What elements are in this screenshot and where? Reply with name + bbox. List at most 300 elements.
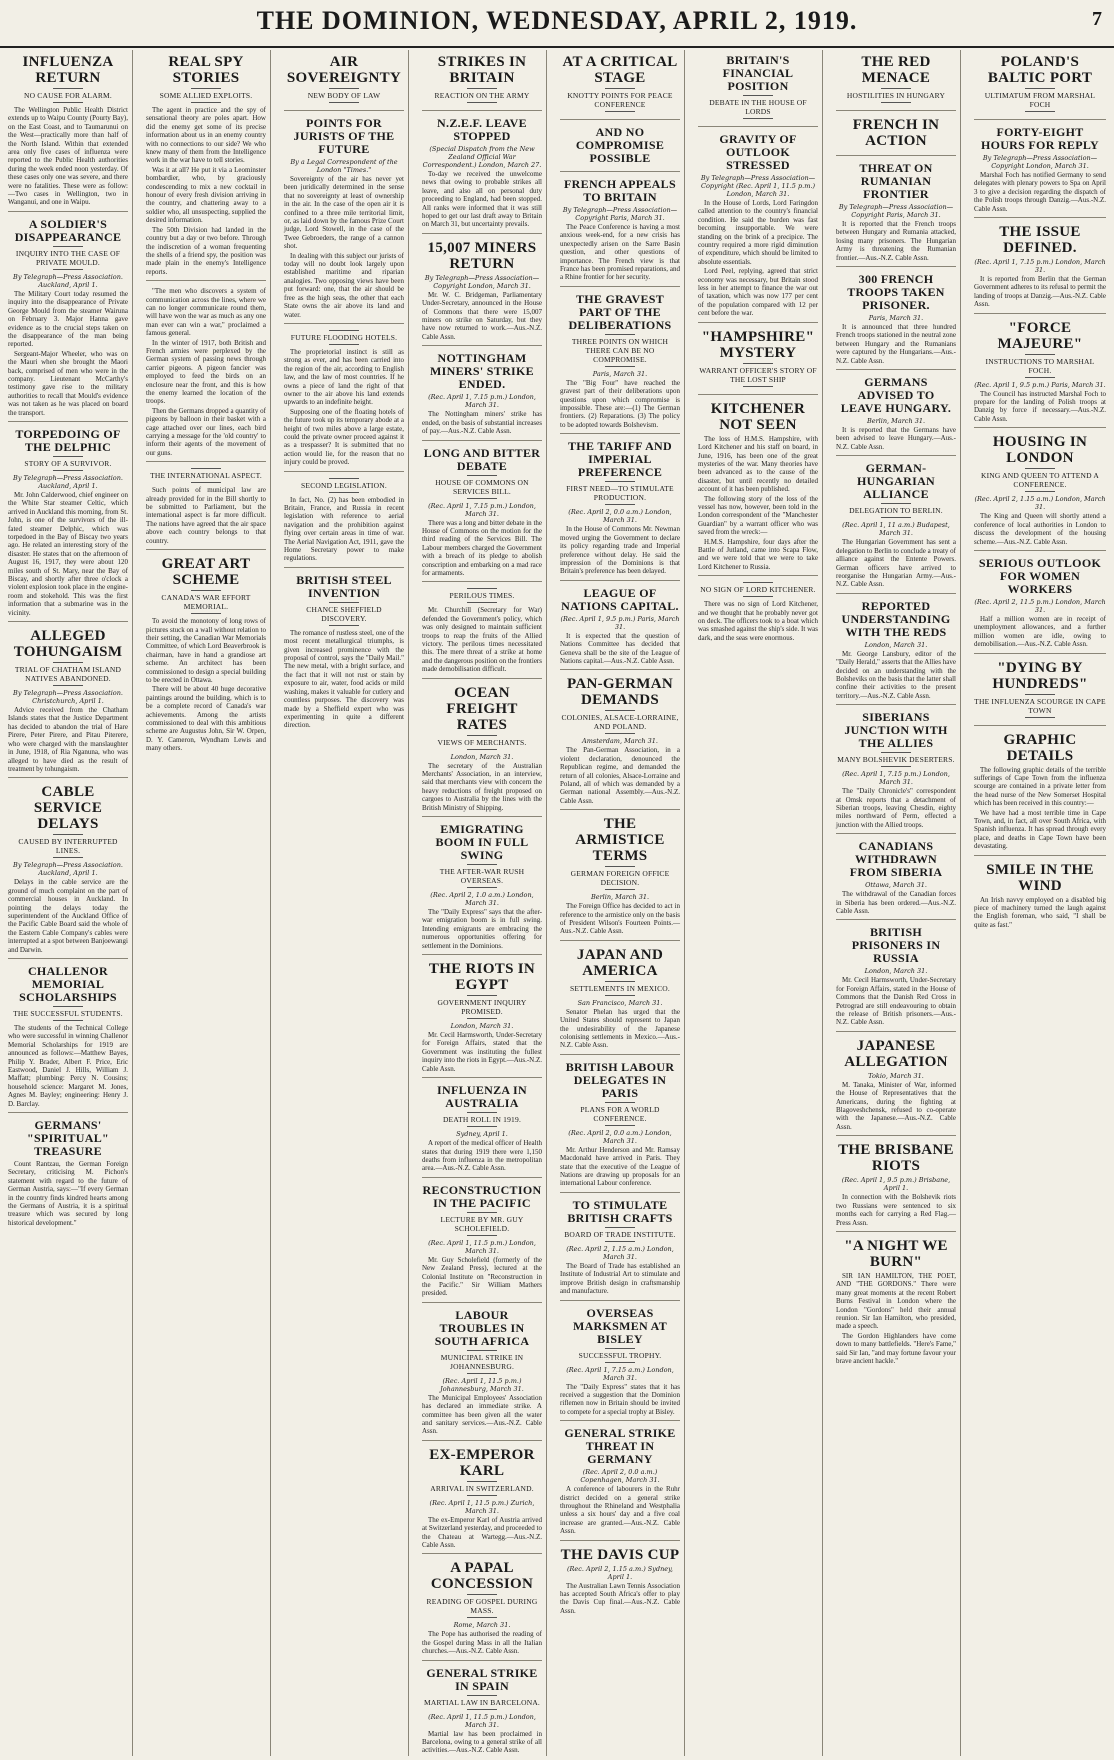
article-headline: THE TARIFF AND IMPERIAL PREFERENCE [568, 439, 672, 480]
article [422, 1667, 542, 1756]
article-dateline: (Rec. April 1, 11.5 p.m.) Johannesburg, March 31. [440, 1376, 524, 1393]
article-dateline: By Telegraph—Press Association. Auckland, April 1. [13, 861, 123, 878]
subheadline-text: KNOTTY POINTS FOR PEACE CONFERENCE [567, 91, 673, 109]
article-paragraph: Sergeant-Major Wheeler, who was on the Mauri when she brought the Maori back, comprised of men who were in the company. Lieutenant McCarthy's testimony gave rise to the military authorities to recall that Mould's evidence was not taken as he was placed on board the transport. [8, 349, 128, 417]
article-paragraph: The proprietorial instinct is still as strong as ever, and has been carried into the region of the air, according to English law, and the law of most countries. If he owns a piece of land the right of that owner to the air above his land extends upwards to an indefinite height. [284, 347, 404, 407]
subheadline-text: INQUIRY INTO THE CASE OF PRIVATE MOULD. [15, 248, 121, 267]
subheadline-text: THE AFTER-WAR RUSH OVERSEAS. [439, 867, 525, 886]
article-paragraph: The "Daily Chronicle's" correspondent at Omsk reports that a detachment of Siberian troops, leaving Chesdin, eighty miles northward of Perm, effected a junction with the Allied troops. [836, 787, 956, 829]
article [836, 1038, 956, 1136]
article-headline: FRENCH IN ACTION [852, 117, 940, 149]
article [422, 685, 542, 817]
article-dateline: (Rec. April 2, 1.15 a.m.) London, March 31. [566, 1244, 674, 1261]
article-paragraph: It is reported that the French troops between Hungary and Rumania attacked, losing many prisoners. The Hungarian Army is threatening the Rumanian frontier.—Aus.-N.Z. Cable Assn. [836, 220, 956, 262]
article-paragraph: The Gordon Highlanders have come down to many battlefields. "Here's Fame," said Sir Ian, "and may fortune favour your brave ancient hackle." [836, 1331, 956, 1365]
article-headline: REAL SPY STORIES [168, 54, 244, 86]
article-paragraph: The loss of H.M.S. Hampshire, with Lord Kitchener and his staff on board, in June, 1916, has been one of the great mysteries of the war. Many theories have been advanced as to the cause of the disaster, but until recently no detailed account of it has been published. [698, 434, 818, 494]
column-3 [280, 50, 409, 1756]
article-subheadline [8, 456, 128, 471]
article [146, 556, 266, 757]
article-paragraph: In dealing with this subject our jurists of today will no doubt look largely upon established maritime and riparian analogies. Two opposing views have been put forward: one, that the air should be free as the high seas, the other that each State owns the air above its land and water. [284, 251, 404, 319]
article-headline: BRITAIN'S FINANCIAL POSITION [722, 53, 794, 93]
article-dateline: (Rec. April 1, 11.5 p.m.) Zurich, March 31. [429, 1498, 535, 1515]
article [560, 54, 680, 120]
article-paragraph: There was a long and bitter debate in the House of Commons on the motion for the third reading of the Services Bill. The Labour members charged the Government with a breach of its pledge to abolish conscription and embarking on a mad race for armaments. [422, 518, 542, 577]
article [422, 447, 542, 583]
article-headline: GENERAL STRIKE IN SPAIN [426, 1665, 538, 1693]
article [974, 434, 1106, 551]
article [974, 732, 1106, 856]
article-subheadline [146, 88, 266, 103]
subheadline-text: NEW BODY OF LAW [307, 91, 381, 100]
article-subheadline [422, 735, 542, 750]
subheadline-text: NO CAUSE FOR ALARM. [24, 91, 112, 100]
article-dateline: (Rec. April 1, 9.5 p.m.) Brisbane, April 1. [841, 1176, 951, 1193]
article [974, 224, 1106, 314]
article-dateline: (Rec. April 2, 0.0 a.m.) London, March 31. [568, 508, 672, 525]
subheadline-text: COLONIES, ALSACE-LORRAINE, AND POLAND. [561, 713, 679, 732]
article-paragraph: The "Daily Express" says that the after-war emigration boom is in full swing. Intending emigrants are embracing the numerous opportunities offering for settlement in the Dominions. [422, 908, 542, 950]
article-dateline: By Telegraph—Press Association. Auckland, April 1. [13, 473, 123, 490]
article-subheadline [284, 88, 404, 103]
article-subheadline [974, 88, 1106, 112]
article [422, 1184, 542, 1303]
article-paragraph: The "Daily Express" states that it has received a suggestion that the Dominion riflemen now in Britain should be invited to compete for a special trophy at Bisley. [560, 1382, 680, 1416]
subheadline-text: INSTRUCTIONS TO MARSHAL FOCH. [985, 356, 1095, 375]
article-subheadline [560, 1102, 680, 1126]
article [422, 961, 542, 1078]
article-paragraph: Marshal Foch has notified Germany to send delegates with plenary powers to Spa on April 3 to give a decision regarding the dispatch of the Polish troops through Danzig.—Aus.-N.Z. Cable Assn. [974, 171, 1106, 213]
article-headline: BRITISH LABOUR DELEGATES IN PARIS [565, 1059, 675, 1100]
article [422, 1309, 542, 1441]
article-paragraph: The students of the Technical College who were successful in winning Challenor Memorial Scholarships for 1919 are announced as follows:—Matthew Bayes, Philip Y. Brader, Albert F. Price, Eric Eastwood, Daniel J. Hills, William J. Maffatt; plumbing: Percy N. Cousins; household science: Margaret M. Jones, Agnes M. Bayley; engineering: Henry J. D. Barclay. [8, 1023, 128, 1108]
article-dateline: (Rec. April 2, 1.15 a.m.) London, March 31. [974, 495, 1106, 512]
subheadline-text: ARRIVAL IN SWITZERLAND. [430, 1483, 534, 1493]
article-subheadline [422, 1481, 542, 1496]
article-subheadline [836, 752, 956, 767]
article-dateline: San Francisco, March 31. [577, 998, 663, 1007]
subheadline-text: FUTURE FLOODING HOTELS. [290, 332, 398, 342]
article-headline: TO STIMULATE BRITISH CRAFTS [567, 1197, 673, 1225]
article-headline: ALLEGED TOHUNGAISM [13, 628, 123, 661]
subheadline-text: MARTIAL LAW IN BARCELONA. [423, 1697, 541, 1707]
article-headline: A PAPAL CONCESSION [430, 1560, 534, 1593]
article-subheadline [8, 662, 128, 686]
article-headline: INFLUENZA RETURN [22, 54, 114, 86]
article-headline: 15,007 MINERS RETURN [427, 239, 537, 272]
article-subheadline [560, 88, 680, 112]
article-subheadline [560, 866, 680, 890]
article-subheadline [422, 88, 542, 103]
article-dateline: (Rec. April 1, 7.15 p.m.) London, March 31. [428, 501, 536, 518]
article-headline: RECONSTRUCTION IN THE PACIFIC [422, 1182, 542, 1210]
article-paragraph: The agent in practice and the spy of sensational theory are poles apart. How did the enemy get some of its precise information about us in an enemy country with no connections to our side? We who knew many of them from the Intelligence work in the war have to tell stories. [146, 106, 266, 165]
article [836, 600, 956, 705]
article [8, 784, 128, 959]
article [974, 126, 1106, 218]
article-subheadline [8, 834, 128, 858]
article-headline: AIR SOVEREIGNTY [286, 54, 402, 86]
article-dateline: By a Legal Correspondent of the London "Times." [290, 158, 398, 174]
article-subheadline [974, 354, 1106, 378]
article-subheadline [422, 1695, 542, 1710]
article-dateline: Amsterdam, March 31. [582, 737, 658, 746]
article [422, 352, 542, 440]
article-paragraph: Sovereignty of the air has never yet been juridically determined in the sense that no sovereignty at least of ownership in the air. In the case of the open air it is confined to a three mile territorial limit, or, as laid down by the famous Prize Court judge, Lord Stowell, in the case of the Twee Gebroeders, the range of a cannon shot. [284, 175, 404, 251]
subheadline-text: GOVERNMENT INQUIRY PROMISED. [437, 998, 527, 1017]
article-paragraph: The withdrawal of the Canadian forces in Siberia has been ordered.—Aus.-N.Z. Cable Assn. [836, 890, 956, 915]
article-paragraph: To avoid the monotony of long rows of pictures stuck on a wall without relation to their setting, the Canadian War Memorials Committee, of which Lord Beaverbrook is chairman, have in hand a grandiose art scheme. An architect has been commissioned to design a special building to be erected in Ottawa. [146, 617, 266, 684]
column-4 [418, 50, 547, 1756]
article [560, 1547, 680, 1620]
article [560, 947, 680, 1055]
article-headline: EMIGRATING BOOM IN FULL SWING [435, 822, 529, 863]
article-headline: NOTTINGHAM MINERS' STRIKE ENDED. [430, 351, 534, 392]
article-headline: POLAND'S BALTIC PORT [987, 54, 1093, 86]
article-dateline: (Rec. April 1, 7.15 p.m.) London, March 31. [428, 393, 536, 410]
article-headline: "A NIGHT WE BURN" [844, 1237, 948, 1270]
subheadline-text: WARRANT OFFICER'S STORY OF THE LOST SHIP [699, 365, 817, 384]
article-headline: GENERAL STRIKE THREAT IN GERMANY [564, 1426, 676, 1467]
article-headline: N.Z.E.F. LEAVE STOPPED [437, 116, 527, 143]
article-paragraph: Lord Peel, replying, agreed that strict economy was necessary, but Britain stood less in her attempt to finance the war out of taxation, which was now 177 per cent of the population compared with 12 per cent before the war. [698, 267, 818, 318]
article-headline: "DYING BY HUNDREDS" [992, 659, 1088, 692]
subheadline-text: PLANS FOR A WORLD CONFERENCE. [580, 1104, 660, 1123]
article-dateline: London, March 31. [450, 752, 514, 761]
article-dateline: (Rec. April 1, 11.5 p.m.) London, March 31. [428, 1238, 536, 1255]
subheadline-text: SETTLEMENTS IN MEXICO. [569, 983, 671, 993]
subheadline-text: HOSTILITIES IN HUNGARY [846, 91, 946, 100]
article [974, 557, 1106, 654]
article-headline: AND NO COMPROMISE POSSIBLE [575, 125, 665, 165]
article [836, 273, 956, 370]
subheadline-text: FIRST NEED—TO STIMULATE PRODUCTION. [566, 484, 674, 503]
subheadline-text: CAUSED BY INTERRUPTED LINES. [18, 837, 118, 856]
article-paragraph: Mr. Churchill (Secretary for War) defended the Government's policy, which was only designed to maintain sufficient troops to reap the fruits of the Allied victory. The perilous times necessitated this. The mere threat of a strike at home and the dangerous position on the frontiers made demobilisation difficult. [422, 606, 542, 674]
article [974, 320, 1106, 429]
article-dateline: By Telegraph—Press Association—Copyright London, March 31. [424, 273, 540, 290]
article-subheadline [146, 468, 266, 483]
article-headline: "FORCE MAJEURE" [997, 319, 1083, 352]
article-subheadline [422, 1350, 542, 1374]
article-paragraph: Then the Germans dropped a quantity of pigeons by balloon in their basket with a cage attached over our lines, each bird carrying a message for the 'old country' to inform their agents of the movement of our guns. [146, 406, 266, 457]
subheadline-text: THE INFLUENZA SCOURGE IN CAPE TOWN [974, 696, 1106, 715]
article-paragraph: It is reported that the Germans have been advised to leave Hungary.—Aus.-N.Z. Cable Assn. [836, 426, 956, 451]
article-headline: THE RED MENACE [861, 54, 931, 86]
article-dateline: (Rec. April 2, 1.15 a.m.) Sydney, April 1. [566, 1564, 673, 1581]
article-paragraph: The Nottingham miners' strike has ended, on the basis of substantial increases of pay.—Aus.-N.Z. Cable Assn. [422, 410, 542, 436]
article [146, 468, 266, 550]
article-paragraph: The following story of the loss of the vessel has now, however, been told in the London correspondent of the "Manchester Guardian" by a warrant officer who was saved from the wreck:— [698, 494, 818, 537]
article [422, 1447, 542, 1555]
article-paragraph: Delays in the cable service are the ground of much complaint on the part of commercial houses in Auckland. In pointing the delays today the superintendent of the Auckland Office of the Pacific Cable Board said the whole of the Eastern Cable Company's cables were interrupted at a spot between Banjoewangi and Darwin. [8, 878, 128, 954]
article [284, 54, 404, 111]
article-headline: TORPEDOING OF THE DELPHIC [15, 426, 121, 454]
article-subheadline [8, 246, 128, 270]
article-paragraph: Supposing one of the floating hotels of the future took up its temporary abode at a height of two miles above a large estate, could the private owner proceed against it as a trespasser? It is submitted that no action would lie, for the reason that no injury could be proved. [284, 407, 404, 467]
subheadline-text: THE INTERNATIONAL ASPECT. [150, 471, 262, 481]
article-dateline: (Special Dispatch from the New Zealand Official War Correspondent.) London, March 27. [422, 145, 542, 169]
article-dateline: Tokio, March 31. [868, 1071, 924, 1080]
article-headline: THE RIOTS IN EGYPT [428, 961, 536, 994]
article-headline: STRIKES IN BRITAIN [437, 54, 527, 86]
subheadline-text: DEBATE IN THE HOUSE OF LORDS [709, 98, 807, 116]
article-headline: LONG AND BITTER DEBATE [423, 445, 541, 473]
article-dateline: (Rec. April 2, 11.5 p.m.) London, March 31. [974, 597, 1106, 614]
article [560, 293, 680, 434]
article [698, 329, 818, 395]
article-paragraph: We have had a most terrible time in Cape Town, and, in fact, all over South Africa, with Spanish influenza. It has spread through every place, and deaths in Cape Town have been devastating. [974, 808, 1106, 851]
article-paragraph: H.M.S. Hampshire, four days after the Battle of Jutland, came into Scapa Flow, and we were told that we were to take Lord Kitchener to Russia. [698, 537, 818, 571]
subheadline-text: ULTIMATUM FROM MARSHAL FOCH [984, 91, 1096, 109]
article-headline: THE BRISBANE RIOTS [838, 1142, 954, 1175]
column-8 [970, 50, 1110, 1756]
article-headline: GERMAN-HUNGARIAN ALLIANCE [856, 461, 936, 502]
article-paragraph: Mr. George Lansbury, editor of the "Daily Herald," asserts that the Allies have decided on an understanding with the Bolsheviks on the basis that the latter shall confine their activities to the present territory.—Aus.-N.Z. Cable Assn. [836, 649, 956, 700]
subheadline-text: CANADA'S WAR EFFORT MEMORIAL. [161, 593, 251, 612]
article [836, 462, 956, 593]
article-paragraph: The Foreign Office has decided to act in reference to the armistice only on the basis of President Wilson's Fourteen Points.—Aus.-N.Z. Cable Assn. [560, 902, 680, 936]
article-paragraph: "The men who discovers a system of communication across the lines, where we can no longer communicate round them, will have won the war as much as any one man ever can win a war," proclaimed a famous general. [146, 287, 266, 338]
article-headline: FORTY-EIGHT HOURS FOR REPLY [980, 125, 1100, 152]
article [8, 54, 128, 212]
article-headline: INFLUENZA IN AUSTRALIA [437, 1083, 527, 1111]
article-paragraph: SIR IAN HAMILTON, THE POET, AND "THE GORDONS." There were many great moments at the recent Robert Burns Festival in London where the London "Gordons" held their annual reunion. Sir Ian Hamilton, who presided, made a speech. [836, 1271, 956, 1331]
subheadline-text: STORY OF A SURVIVOR. [24, 458, 112, 468]
article [284, 574, 404, 734]
article-paragraph: The Military Court today resumed the inquiry into the disappearance of Private George Mould from the steamer Wairuna on February 3. Major Hanna gave evidence as to the crucial steps taken on the disappearance of the man being reported. [8, 289, 128, 349]
article [8, 628, 128, 778]
article [836, 117, 956, 156]
masthead [0, 0, 1114, 48]
article-paragraph: It is announced that three hundred French troops stationed in the neutral zone between Hungary and the Rumanians were captured by the Hungarians.—Aus.-N.Z. Cable Assn. [836, 323, 956, 365]
article-paragraph: The King and Queen will shortly attend a conference of local authorities in London to discuss the development of the housing scheme.—Aus.-N.Z. Cable Assn. [974, 512, 1106, 546]
article-subheadline [836, 88, 956, 103]
article-paragraph: The Wellington Public Health District extends up to Waipu County (Pourty Bay), on the East Coast, and to Taumarunui on the West—practically more than half of the North Island. Within that extended area only five cases of influenza were reported to the Public Health authorities during the week ended noon yesterday. Of these cases only one was severe, and there were no fatalities. These were as follow:—Two cases in Wellington, two in Wanganui, and one in Waipu. [8, 106, 128, 207]
newspaper-columns [4, 50, 1110, 1756]
article [422, 1084, 542, 1178]
article [560, 676, 680, 810]
article [146, 54, 266, 281]
article-paragraph: Mr. Guy Scholefield (formerly of the New Zealand Press), lectured at the Colonial Institute on "Reconstruction in the Pacific." Sir William Mathers presided. [422, 1255, 542, 1298]
article-headline: GERMANS' "SPIRITUAL" TREASURE [27, 1118, 109, 1159]
article-headline: AT A CRITICAL STAGE [562, 54, 678, 86]
article-paragraph: The secretary of the Australian Merchants' Association, in an interview, said that merchants view with concern the heavy reductions of freight proposed on cargoes to Australia by the lines with the British Ministry of Shipping. [422, 761, 542, 812]
article [8, 428, 128, 622]
article-dateline: By Telegraph—Press Association—Copyright (Rec. April 1, 11.5 p.m.) London, March 31. [700, 174, 816, 198]
article [560, 1307, 680, 1422]
article-headline: SIBERIANS JUNCTION WITH THE ALLIES [844, 710, 948, 751]
subheadline-text: PERILOUS TIMES. [449, 591, 515, 601]
article-headline: BRITISH PRISONERS IN RUSSIA [851, 925, 941, 966]
subheadline-text: DEATH ROLL IN 1919. [442, 1115, 522, 1125]
article-headline: THE ARMISTICE TERMS [575, 816, 665, 865]
subheadline-text: THREE POINTS ON WHICH THERE CAN BE NO COMPROMISE. [571, 336, 669, 364]
article-headline: BRITISH STEEL INVENTION [296, 572, 392, 600]
article-subheadline [560, 710, 680, 734]
article [8, 965, 128, 1113]
article-headline: THREAT ON RUMANIAN FRONTIER [859, 161, 933, 201]
article-dateline: (Rec. April 1, 7.15 p.m.) London, March 31. [974, 258, 1106, 275]
article-subheadline [284, 478, 404, 493]
article-dateline: London, March 31. [864, 640, 928, 649]
article-headline: LEAGUE OF NATIONS CAPITAL. [561, 585, 679, 613]
subheadline-text: VIEWS OF MERCHANTS. [437, 737, 527, 747]
article-dateline: (Rec. April 2, 1.0 a.m.) London, March 31. [430, 891, 534, 908]
article-subheadline [698, 363, 818, 387]
article-paragraph: To-day we received the unwelcome news that owing to probable strikes all leave, and also all on personal duty proceeding to England, had been stopped. All ranks were informed that it was still hoped to get our last draft away to Britain on March 31, but uncertainty prevails. [422, 170, 542, 229]
article-headline: "HAMPSHIRE" MYSTERY [701, 328, 815, 361]
subheadline-text: BOARD OF TRADE INSTITUTE. [564, 1229, 676, 1239]
article [836, 1238, 956, 1369]
article [974, 660, 1106, 726]
article [422, 823, 542, 955]
article-subheadline [8, 1006, 128, 1021]
subheadline-text: CHANCE SHEFFIELD DISCOVERY. [306, 604, 382, 623]
article-subheadline [974, 694, 1106, 718]
article [836, 162, 956, 267]
subheadline-text: READING OF GOSPEL DURING MASS. [426, 1597, 538, 1616]
article-paragraph: The Pan-German Association, in a violent declaration, denounced the Republican regime, and demanded the return of all colonies, Alsace-Lorraine and Poland, all of which was demanded by a German national Assembly.—Aus.-N.Z. Cable Assn. [560, 746, 680, 805]
article [8, 1119, 128, 1231]
article-subheadline [560, 1348, 680, 1363]
article-paragraph: Mr. W. C. Bridgeman, Parliamentary Under-Secretary, announced in the House of Commons that there were 15,007 miners on strike on Saturday, but they have now returned to work.—Aus.-N.Z. Cable Assn. [422, 290, 542, 341]
subheadline-text: SUCCESSFUL TROPHY. [578, 1350, 662, 1360]
article-paragraph: The Hungarian Government has sent a delegation to Berlin to conclude a treaty of alliance against the Entente Powers. German officers have arrived to reorganise the Hungarian Army.—Aus.-N.Z. Cable Assn. [836, 538, 956, 589]
article-headline: A SOLDIER'S DISAPPEARANCE [14, 216, 122, 244]
article-subheadline [422, 995, 542, 1019]
article-headline: CHALLENOR MEMORIAL SCHOLARSHIPS [19, 963, 117, 1004]
article-headline: EX-EMPEROR KARL [429, 1446, 535, 1479]
article [284, 478, 404, 568]
article [836, 711, 956, 834]
article-headline: HOUSING IN LONDON [992, 434, 1088, 467]
article-paragraph: Senator Phelan has urged that the United States should represent to Japan the undesirability of the Japanese colonising settlements in Mexico.—Aus.-N.Z. Cable Assn. [560, 1007, 680, 1050]
article-subheadline [698, 582, 818, 597]
article [560, 1061, 680, 1193]
article-paragraph: In the House of Lords, Lord Faringdon called attention to the country's financial condition. He said the burden was fast becoming insupportable. We were standing on the brink of a precipice. The country required a more rigid diminution of expenditure, which should be limited to absolute essentials. [698, 199, 818, 266]
article-headline: POINTS FOR JURISTS OF THE FUTURE [293, 116, 395, 156]
article [422, 588, 542, 678]
article [422, 1560, 542, 1660]
subheadline-text: THE SUCCESSFUL STUDENTS. [13, 1008, 123, 1018]
article-dateline: London, March 31. [450, 1022, 514, 1031]
article-paragraph: There was no sign of Lord Kitchener, and we thought that he probably never got on deck. The officers took to a boat which was smashed against the ship's side. It was dark, and the seas were enormous. [698, 600, 818, 642]
column-2 [142, 50, 271, 1756]
subheadline-text: TRIAL OF CHATHAM ISLAND NATIVES ABANDONED. [14, 665, 122, 684]
article-subheadline [422, 1594, 542, 1618]
article-dateline: (Rec. April 1, 9.5 p.m.) Paris, March 31. [974, 380, 1106, 389]
article-dateline: By Telegraph—Press Association. Christchurch, April 1. [13, 689, 123, 706]
column-6 [694, 50, 823, 1756]
article-paragraph: The "Big Four" have reached the gravest part of their deliberations upon questions upon which compromise is impossible. These are:—(1) The German frontiers. (2) Reparations. (3) The policy to be adopted towards Bolshevism. [560, 378, 680, 429]
article-paragraph: Half a million women are in receipt of unemployment allowances, and a further million women are idle, owing to demobilisation.—Aus.-N.Z. Cable Assn. [974, 614, 1106, 649]
subheadline-text: HOUSE OF COMMONS ON SERVICES BILL. [435, 477, 529, 496]
article-headline: THE ISSUE DEFINED. [999, 224, 1081, 257]
article-dateline: (Rec. April 1, 9.5 p.m.) Paris, March 31. [560, 614, 680, 631]
article-dateline: By Telegraph—Press Association—Copyright London, March 31. [982, 154, 1098, 170]
article-paragraph: A report of the medical officer of Health states that during 1919 there were 1,150 deaths from influenza in the metropolitan area.—Aus.-N.Z. Cable Assn. [422, 1139, 542, 1173]
article-subheadline [422, 1212, 542, 1236]
article-dateline: London, March 31. [864, 967, 928, 976]
subheadline-text: MUNICIPAL STRIKE IN JOHANNESBURG. [440, 1352, 524, 1371]
subheadline-text: SECOND LEGISLATION. [301, 480, 387, 490]
article [836, 54, 956, 111]
article-paragraph: The Pope has authorised the reading of the Gospel during Mass in all the Italian churches.—Aus.-N.Z. Cable Assn. [422, 1630, 542, 1656]
article [560, 440, 680, 580]
article-headline: SMILE IN THE WIND [986, 861, 1094, 894]
article-paragraph: The Council has instructed Marshal Foch to prepare for the landing of Polish troops at Danzig by force if necessary.—Aus.-N.Z. Cable Assn. [974, 389, 1106, 423]
article-dateline: Sydney, April 1. [456, 1130, 508, 1139]
article [422, 117, 542, 234]
article [560, 587, 680, 671]
article-dateline: (Rec. April 1, 11 a.m.) Budapest, March 31. [842, 521, 950, 538]
article-paragraph: The 50th Division had landed in the country but a day or two before. Through the indiscretion of a woman frequenting the shells of a friend spy, the position was made plain in the enemy's Intelligence reports. [146, 225, 266, 276]
article-dateline: Paris, March 31. [592, 369, 648, 378]
article-headline: GREAT ART SCHEME [161, 556, 251, 589]
article-subheadline [560, 334, 680, 367]
subheadline-text: SOME ALLIED EXPLOITS. [159, 91, 253, 100]
article-paragraph: An Irish navvy employed on a disabled big piece of machinery turned the laugh against the English foreman, who said, "I shall be quite as fast." [974, 895, 1106, 929]
article-headline: JAPANESE ALLEGATION [844, 1037, 948, 1070]
article-dateline: Rome, March 31. [453, 1621, 511, 1630]
article-paragraph: The romance of rustless steel, one of the most recent metallurgical triumphs, is given increased prominence with the proposal of control, says the "Daily Mail." The new metal, with a bright surface, and the fact that it will not rust or stain by exposure to air, water, food acids or mild washing, makes it valuable for cutlery and countless purposes. The discovery was made by a Sheffield expert who was experimenting in quite a different direction. [284, 628, 404, 730]
article-dateline: Berlin, March 31. [590, 893, 650, 902]
article [974, 54, 1106, 120]
article-subheadline [698, 95, 818, 119]
article-dateline: (Rec. April 1, 11.5 p.m.) London, March 31. [428, 1712, 536, 1729]
article-subheadline [836, 503, 956, 518]
article-paragraph: In connection with the Bolshevik riots two Russians were sentenced to six months each for carrying a Red Flag.—Press Assn. [836, 1193, 956, 1227]
article-paragraph: In fact, No. (2) has been embodied in Britain, France, and Russia in recent legislation with reference to aerial navigation and the prohibition against flying over certain areas in time of war. The Aerial Navigation Act, 1911, gave the Home Secretary power to make regulations. [284, 495, 404, 563]
article [560, 1427, 680, 1540]
page-number: 7 [1092, 8, 1102, 30]
article-headline: OCEAN FREIGHT RATES [446, 684, 518, 733]
article-paragraph: Mr. Cecil Harmsworth, Under-Secretary for Foreign Affairs, stated in the House of Commons that the Danish Red Cross in Petrograd are still endeavouring to obtain the release of British prisoners.—Aus.-N.Z. Cable Assn. [836, 976, 956, 1027]
article-headline: LABOUR TROUBLES IN SOUTH AFRICA [434, 1307, 530, 1348]
article [560, 178, 680, 287]
article-dateline: (Rec. April 1, 7.15 p.m.) London, March 31. [842, 770, 950, 787]
article-paragraph: Mr. John Calderwood, chief engineer on the White Star steamer Celtic, which arrived in Auckland this morning, from St. John, is one of the survivors of the ill-fated steamer Delphic, which was torpedoed in the Bay of Biscay two years ago. He related an interesting story of the disaster. He states that on the afternoon of August 16, 1917, they were about 120 miles south of St. Mary, near the Bay of Biscay, and shortly after three o'clock a violent explosion took place in the engine-room and stokehold. This was the first information that a submarine was in the vicinity. [8, 490, 128, 617]
article-paragraph: It is expected that the question of Nations Committee has decided that Geneva shall be the site of the League of Nations capital.—Aus.-N.Z. Cable Assn. [560, 631, 680, 665]
article-paragraph: Count Rantzau, the German Foreign Secretary, criticising M. Pichon's statement with regard to the future of German Austria, says:—"If every German in the country finds kindred hearts among the Germans of Austria, it is a spiritual treasure which was secured by long historical development." [8, 1160, 128, 1227]
article-dateline: Ottawa, March 31. [865, 881, 927, 890]
article-subheadline [8, 88, 128, 103]
article-headline: GRAPHIC DETAILS [1003, 731, 1077, 764]
article-paragraph: Was it at all? He put it via a Leominster bombardier, who, by graciously condescending to mix a new cocktail in honour of every fresh division arriving in the country, and chattering away to a soldier who, all unsuspecting, supplied the desired information. [146, 165, 266, 225]
article-paragraph: A conference of labourers in the Ruhr district decided on a general strike throughout the Rhineland and Westphalia unless a six hours' day and a five coal increase are granted.—Aus.-N.Z. Cable Assn. [560, 1485, 680, 1536]
article-subheadline [974, 468, 1106, 492]
article-paragraph: M. Tanaka, Minister of War, informed the House of Representatives that the Americans, during the fighting at Blagoveshchensk, refused to co-operate with the Japanese.—Aus.-N.Z. Cable Assn. [836, 1080, 956, 1131]
column-7 [832, 50, 961, 1756]
article-subheadline [146, 590, 266, 614]
subheadline-text: MANY BOLSHEVIK DESERTERS. [837, 755, 955, 765]
article-subheadline [284, 330, 404, 345]
subheadline-text: KING AND QUEEN TO ATTEND A CONFERENCE. [980, 471, 1100, 490]
article-paragraph: The ex-Emperor Karl of Austria arrived at Switzerland yesterday, and proceeded to the Chateau at Wartegg.—Aus.-N.Z. Cable Assn. [422, 1515, 542, 1549]
article-paragraph: Advice received from the Chatham Islands states that the Justice Department has decided to abandon the trial of Hare Pirere, Peter Pirere, and Pitau Piterere, who were charged with the manslaughter in June, 1918, of Ria Nganuna, who was alleged to have died as the result of treatment by tohungaism. [8, 706, 128, 773]
article-paragraph: The Peace Conference is having a most anxious week-end, for a new crisis has unexpectedly arisen on the Sarre Basin question, and other questions of importance. The French view is that France has been promised reparations, and a Rhine frontier for her security. [560, 223, 680, 282]
article [836, 840, 956, 920]
subheadline-text: GERMAN FOREIGN OFFICE DECISION. [570, 869, 670, 888]
article-dateline: (Rec. April 1, 7.15 a.m.) London, March 31. [566, 1365, 674, 1382]
article-dateline: Berlin, March 31. [866, 417, 926, 426]
article-subheadline [560, 481, 680, 505]
article-paragraph: There will be about 40 huge decorative paintings around the building, which is to be a complete record of Canada's war achievements. Among the artists commissioned to deal with this ambitious scheme are Augustus John, Sir W. Orpen, D. Y. Cameron, Wyndham Lewis and many others. [146, 685, 266, 753]
article-subheadline [422, 1112, 542, 1127]
article-paragraph: The Municipal Employees' Association has declared an immediate strike. A committee has been given all the water and sanitary services.—Aus.-N.Z. Cable Assn. [422, 1393, 542, 1436]
article [698, 582, 818, 646]
